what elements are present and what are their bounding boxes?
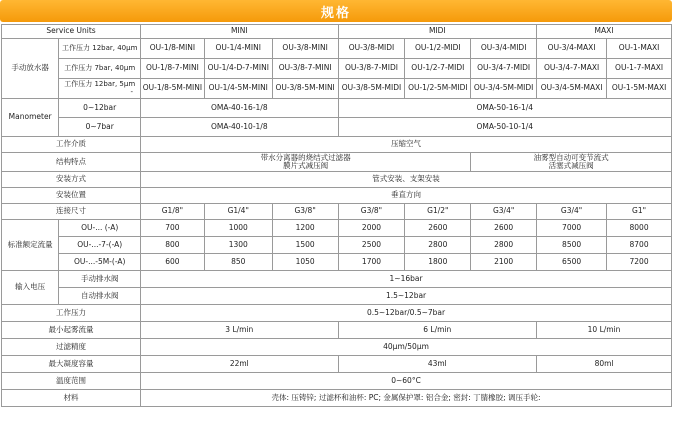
row-label: 安装方式 (2, 172, 141, 188)
flow-model: OU-...-7-(-A) (59, 237, 141, 254)
row-label: 结构特点 (2, 153, 141, 172)
table-cell: G1/4" (204, 204, 272, 220)
table-cell: OU-3/4-5M-MIDI (471, 79, 537, 99)
row-label: 过滤精度 (2, 339, 141, 356)
table-row (2, 39, 672, 59)
table-cell: 2600 (471, 220, 537, 237)
title-bar (0, 0, 672, 22)
table-cell: OU-1/4-MINI (204, 39, 272, 59)
table-row (2, 79, 672, 99)
table-cell: OU-3/8-5M-MIDI (338, 79, 405, 99)
table-cell: G3/4" (471, 204, 537, 220)
table-row (2, 305, 672, 322)
spec-table (1, 24, 672, 407)
table-cell: 0~60°C (141, 373, 672, 390)
table-row (2, 288, 672, 305)
table-cell: G3/8" (272, 204, 338, 220)
structure-rest-1: 油雾型自动可变节流式 (533, 152, 609, 162)
table-cell: OU-1/2-5M-MIDI (405, 79, 471, 99)
table-cell: 1800 (405, 254, 471, 271)
table-cell: OU-3/4-7-MAXI (537, 59, 607, 79)
table-cell: G1" (607, 204, 672, 220)
table-row (2, 204, 672, 220)
table-cell: 1~16bar (141, 271, 672, 288)
table-cell: OU-3/4-7-MIDI (471, 59, 537, 79)
table-row (2, 254, 672, 271)
table-row (2, 172, 672, 188)
table-cell: G1/8" (141, 204, 205, 220)
table-row (2, 137, 672, 153)
row-label: 安装位置 (2, 188, 141, 204)
table-cell: OU-1/4-D-7-MINI (204, 59, 272, 79)
table-cell: 1.5~12bar (141, 288, 672, 305)
manometer-range: 0~7bar (59, 118, 141, 137)
table-row (2, 153, 672, 172)
table-cell: OU-3/8-7-MIDI (338, 59, 405, 79)
header-maxi: MAXI (537, 25, 672, 39)
table-cell: 2000 (338, 220, 405, 237)
voltage-label: 输入电压 (2, 271, 59, 305)
table-row (2, 390, 672, 407)
table-cell: 22ml (141, 356, 338, 373)
row-label: 材料 (2, 390, 141, 407)
page-title: 规格 (320, 5, 351, 21)
table-cell: OU-1/2-7-MIDI (405, 59, 471, 79)
drain-row-label: 工作压力 12bar, 40μm (59, 39, 141, 59)
table-cell: 6 L/min (338, 322, 537, 339)
table-cell: OMA-50-16-1/4 (338, 99, 671, 118)
table-cell: G1/2" (405, 204, 471, 220)
table-cell: 管式安装、支架安装 (141, 172, 672, 188)
table-cell: 1300 (204, 237, 272, 254)
drain-row-label-text: 工作压力 12bar, 5μm (64, 80, 136, 89)
table-cell: OU-3/8-MINI (272, 39, 338, 59)
table-row (2, 356, 672, 373)
table-cell: 600 (141, 254, 205, 271)
table-cell: 2500 (338, 237, 405, 254)
row-label: 温度范围 (2, 373, 141, 390)
table-cell: 1050 (272, 254, 338, 271)
table-cell: 1700 (338, 254, 405, 271)
table-row (2, 237, 672, 254)
table-cell: 8000 (607, 220, 672, 237)
table-cell: 700 (141, 220, 205, 237)
manometer-label: Manometer (2, 99, 59, 137)
table-cell: OU-3/4-MIDI (471, 39, 537, 59)
table-cell: 2800 (471, 237, 537, 254)
drain-group-label: 手动放水器 (2, 39, 59, 99)
row-label: 最小起雾流量 (2, 322, 141, 339)
table-cell: OU-3/8-MIDI (338, 39, 405, 59)
table-cell: OMA-40-16-1/8 (141, 99, 338, 118)
table-cell: 垂直方向 (141, 188, 672, 204)
table-cell: 7000 (537, 220, 607, 237)
table-row (2, 188, 672, 204)
drain-row-dash: - (130, 87, 134, 96)
table-cell: OU-1/2-MIDI (405, 39, 471, 59)
table-cell: OU-1-7-MAXI (607, 59, 672, 79)
table-row (2, 322, 672, 339)
table-row (2, 220, 672, 237)
table-cell: 2600 (405, 220, 471, 237)
table-cell: OU-1-MAXI (607, 39, 672, 59)
voltage-auto: 自动排水阀 (59, 288, 141, 305)
table-cell: 80ml (537, 356, 672, 373)
table-cell: 压缩空气 (141, 137, 672, 153)
table-cell: 40μm/50μm (141, 339, 672, 356)
table-cell: OU-3/4-MAXI (537, 39, 607, 59)
table-cell: 7200 (607, 254, 672, 271)
table-cell: 1500 (272, 237, 338, 254)
table-row (2, 118, 672, 137)
table-row (2, 373, 672, 390)
table-cell: 8500 (537, 237, 607, 254)
row-label: 连接尺寸 (2, 204, 141, 220)
structure-rest-2: 活塞式减压阀 (548, 161, 594, 170)
row-label: 工作介质 (2, 137, 141, 153)
table-cell: 6500 (537, 254, 607, 271)
drain-row-label: 工作压力 7bar, 40μm (59, 59, 141, 79)
table-cell: 1000 (204, 220, 272, 237)
row-label: 最大凝度容量 (2, 356, 141, 373)
table-cell: 2800 (405, 237, 471, 254)
table-cell: G3/4" (537, 204, 607, 220)
manometer-range: 0~12bar (59, 99, 141, 118)
table-cell: OU-1/8-7-MINI (141, 59, 205, 79)
table-cell: 43ml (338, 356, 537, 373)
structure-mini-2: 膜片式减压阀 (283, 161, 329, 170)
header-mini: MINI (141, 25, 338, 39)
table-cell: OMA-50-10-1/4 (338, 118, 671, 137)
table-row (2, 99, 672, 118)
table-cell: 2100 (471, 254, 537, 271)
table-cell: 壳体: 压铸锌; 过滤杯和油杯: PC; 金属保护罩: 铝合金; 密封: 丁腈橡胶; 调压手轮: (141, 390, 672, 407)
table-row (2, 271, 672, 288)
flow-label: 标准额定流量 (2, 220, 59, 271)
voltage-manual: 手动排水阀 (59, 271, 141, 288)
table-cell: OU-1/4-5M-MINI (204, 79, 272, 99)
table-cell: G3/8" (338, 204, 405, 220)
table-cell: 1200 (272, 220, 338, 237)
table-cell: OU-1/8-5M-MINI (141, 79, 205, 99)
table-row (2, 59, 672, 79)
table-cell: OU-3/8-7-MINI (272, 59, 338, 79)
table-cell: OU-3/8-5M-MINI (272, 79, 338, 99)
table-row (2, 339, 672, 356)
table-cell: OU-1/8-MINI (141, 39, 205, 59)
table-cell: 800 (141, 237, 205, 254)
table-cell: 0.5~12bar/0.5~7bar (141, 305, 672, 322)
header-midi: MIDI (338, 25, 537, 39)
table-cell: OU-1-5M-MAXI (607, 79, 672, 99)
drain-row-label (59, 79, 141, 99)
table-cell: 8700 (607, 237, 672, 254)
table-cell (471, 153, 672, 172)
table-cell: OMA-40-10-1/8 (141, 118, 338, 137)
table-header-row (2, 25, 672, 39)
header-service-units: Service Units (2, 25, 141, 39)
table-cell (141, 153, 471, 172)
table-cell: 10 L/min (537, 322, 672, 339)
flow-model: OU-...-5M-(-A) (59, 254, 141, 271)
row-label: 工作压力 (2, 305, 141, 322)
structure-mini-1: 带水分离器的烧结式过滤器 (260, 152, 351, 162)
flow-model: OU-... (-A) (59, 220, 141, 237)
table-cell: 3 L/min (141, 322, 338, 339)
table-cell: OU-3/4-5M-MAXI (537, 79, 607, 99)
table-cell: 850 (204, 254, 272, 271)
